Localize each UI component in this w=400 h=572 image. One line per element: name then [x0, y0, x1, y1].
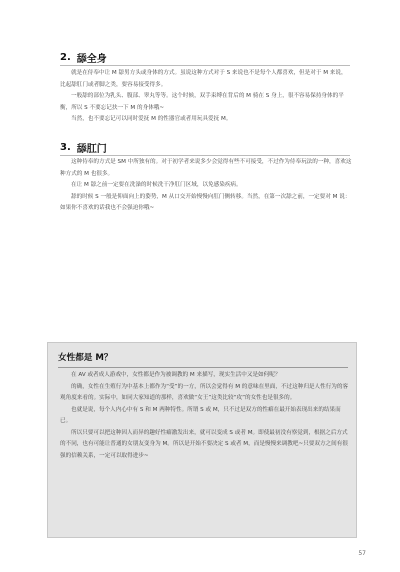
- section-3-heading: [60, 140, 107, 155]
- sidebar-box-paragraph: 在 AV 或者成人游戏中，女性都是作为被调教的 M 来描写，现实生活中又是如何呢？: [71, 372, 281, 378]
- section-2-body: [60, 68, 352, 126]
- sidebar-box-title: 女性都是 M？: [58, 353, 113, 363]
- section-2-paragraph: 一般舔的部位为乳头、腹部、睾丸等等。这个时候，双手束缚在背后的 M 骑在 S 身上，很不容易保持身体的平衡，所以 S 不要忘记扶一下 M 的身体哦~: [60, 93, 344, 111]
- section-3-paragraph: 在让 M 舔之前一定要在洗澡的时候洗干净肛门区域，以免感染疾病。: [71, 182, 242, 189]
- sidebar-box-paragraph: 的确，女性在生殖行为中基本上都作为“受”的一方，所以会觉得有 M 的意味在里面，不过这种归是人性行为的客观角度来看的。实际中，如同大家知道的那样，喜欢做“女王”这类比较“攻”的女性也是很多的。: [60, 383, 349, 401]
- section-2-paragraph: 当然，也不要忘记可以同时爱抚 M 的性器官或者用玩具爱抚 M。: [71, 116, 232, 123]
- section-3-title: 舔肛门: [76, 144, 107, 155]
- page-number: 57: [358, 550, 366, 557]
- section-3-number: 3.: [60, 142, 71, 153]
- sidebar-box-body: [60, 370, 350, 462]
- section-2-rule: [60, 65, 350, 66]
- sidebar-box-paragraph: 所以只要可以把这种因人而异的趣好性癖激发出来，就可以变成 S 或者 M。即使最初没有察觉到，根据之后方式的不同，也有可能让普通的女朋友变身为 M。所以是开始不要决定 S 或者 M，而是慢慢来调教吧~只要双方之间有很强的信赖关系，一定可以取得进步~: [60, 429, 348, 459]
- sidebar-box: [47, 342, 357, 538]
- sidebar-box-paragraph: 也就是说，每个人内心中有 S 和 M 两种特性。所谓 S 或 M，只不过是双方的性癖在最开始表现出来的结果而已。: [60, 406, 341, 424]
- section-2-title: 舔全身: [76, 54, 107, 65]
- section-3-rule: [60, 155, 350, 156]
- section-3-paragraph: 舔的时候 S 一般是仰面向上的姿势，M 从口交开始慢慢向肛门侧转移。当然，在第一次舔之前，一定要对 M 说：如果你不喜欢的话我也不会强迫你哦~: [60, 193, 351, 212]
- section-2-heading: [60, 50, 107, 65]
- section-3-body: [60, 157, 352, 215]
- sidebar-box-rule: [58, 367, 348, 368]
- section-2-paragraph: 就是在侍奉中让 M 舔男方头或身体的方式。虽说这种方式对于 S 来说也不是每个人都喜欢，但是对于 M 来说，比起舔肛门或者脚之类，要容易接受得多。: [60, 70, 347, 88]
- section-3-paragraph: 这种侍奉的方式是 SM 中所独有的。对于初学者来说多少会觉得有些不可接受，不过作为侍奉玩法的一种，喜欢这种方式的 M 也很多。: [60, 159, 352, 177]
- section-2-number: 2.: [60, 52, 71, 63]
